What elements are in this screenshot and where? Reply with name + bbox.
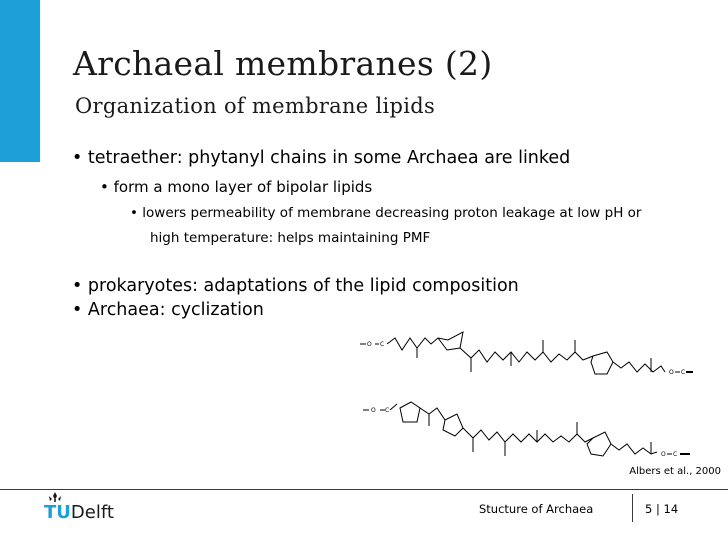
accent-bar — [0, 0, 40, 162]
atom-label: O — [669, 369, 674, 376]
tetraether-lipid-1 — [360, 332, 693, 374]
bullet-continuation: high temperature: helps maintaining PMF — [150, 230, 431, 246]
atom-label: C — [380, 341, 385, 348]
page-current: 5 — [645, 502, 653, 516]
atom-label: O — [371, 407, 376, 414]
figure-citation: Albers et al., 2000 — [629, 466, 721, 477]
page-separator: | — [655, 502, 660, 516]
bullet-dot-icon: • — [130, 205, 138, 221]
bullet-text: tetraether: phytanyl chains in some Archaea are linked — [87, 148, 571, 168]
bullet-dot-icon: • — [72, 300, 83, 320]
bullet-dot-icon: • — [100, 178, 109, 196]
bullet-item — [72, 276, 519, 296]
bullet-text: lowers permeability of membrane decreasing proton leakage at low pH or — [142, 205, 642, 221]
bullet-text: Archaea: cyclization — [87, 300, 264, 320]
tudelft-wordmark — [44, 502, 114, 523]
atom-label: C — [681, 369, 686, 376]
page-number — [645, 502, 678, 516]
slide-subtitle: Organization of membrane lipids — [75, 94, 436, 118]
bullet-item — [100, 178, 372, 196]
bullet-text: prokaryotes: adaptations of the lipid composition — [87, 276, 519, 296]
atom-label: O — [367, 341, 372, 348]
logo-tu: TU — [44, 502, 71, 523]
bullet-item — [72, 148, 570, 168]
bullet-dot-icon: • — [72, 276, 83, 296]
page-total: 14 — [663, 502, 679, 516]
bullet-item — [130, 205, 641, 221]
atom-label: C — [385, 407, 390, 414]
tetraether-lipid-2 — [363, 402, 690, 456]
logo-delft: Delft — [70, 502, 114, 523]
atom-label: O — [661, 451, 666, 458]
bullet-item — [72, 300, 264, 320]
lipid-structures-figure — [345, 318, 725, 468]
atom-label: C — [673, 451, 678, 458]
footer-tick — [632, 494, 633, 522]
bullet-dot-icon: • — [72, 148, 83, 168]
slide-title: Archaeal membranes (2) — [73, 44, 493, 83]
bullet-text: form a mono layer of bipolar lipids — [113, 178, 373, 196]
footer-title: Stucture of Archaea — [479, 502, 594, 516]
